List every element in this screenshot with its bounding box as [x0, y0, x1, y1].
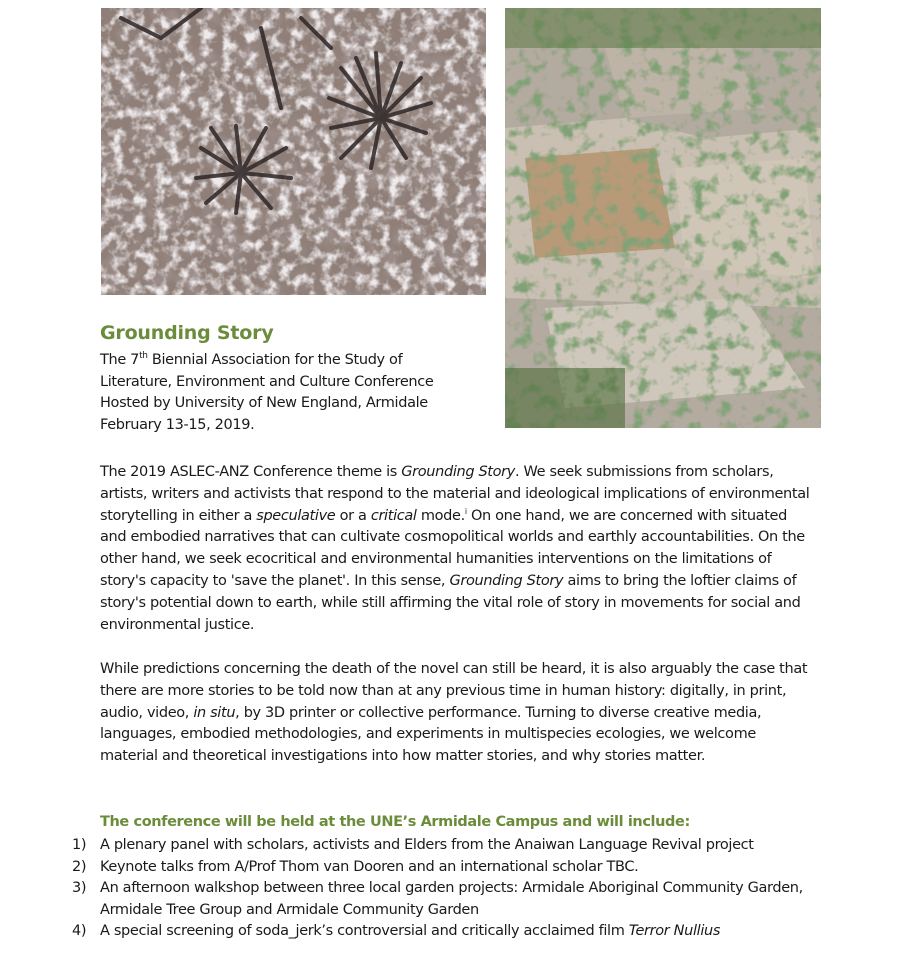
granite-cliff-with-trees-photo	[505, 8, 821, 428]
list-item: 3) An afternoon walkshop between three local garden projects: Armidale Aboriginal Community Garden, Armidale Tree Group and Armidale Community Garden	[72, 880, 803, 918]
lichen-rock-with-shadows-photo	[101, 8, 486, 295]
stories-paragraph: While predictions concerning the death of the novel can still be heard, it is also arguably the case that there are more stories to be told now than at any previous time in human history: digitally, in print, audio, video, in situ, by 3D printer or collective performance. Turning to diverse creative media, languages, embodied methodologies, and experiments in multispecies ecologies, we welcome material and theoretical investigations into how matter stories, and why stories matter.	[100, 661, 808, 765]
theme-paragraph: The 2019 ASLEC-ANZ Conference theme is Grounding Story. We seek submissions from scholars, artists, writers and activists that respond to the material and ideological implications of environmental storytelling in either a speculative or a critical mode.$^i$ On one hand, we are concerned with situated and embodied narratives that can cultivate cosmopolitical worlds and earthly accountabilities. On the other hand, we seek ecocritical and environmental humanities interventions on the limitations of story's capacity to 'save the planet'. In this sense, Grounding Story aims to bring the loftier claims of story's potential down to earth, while still affirming the vital role of story in movements for social and environmental justice.	[100, 464, 810, 633]
granite-cliff-photo	[505, 8, 821, 428]
subtitle-line-3: Hosted by University of New England, Armidale	[100, 395, 428, 412]
list-item: 2) Keynote talks from A/Prof Thom van Dooren and an international scholar TBC.	[72, 858, 639, 875]
subtitle-line-1: The 7th Biennial Association for the Study of	[100, 351, 403, 368]
conference-title: Grounding Story	[100, 322, 274, 344]
endnote-marker: i	[464, 506, 467, 516]
subtitle-line-2: Literature, Environment and Culture Conference	[100, 373, 434, 390]
list-item: 4) A special screening of soda_jerk’s controversial and critically acclaimed film Terror Nullius	[72, 923, 721, 940]
conference-subtitle	[100, 350, 490, 436]
program-list	[72, 835, 812, 943]
list-item: 1) A plenary panel with scholars, activists and Elders from the Anaiwan Language Revival project	[72, 837, 754, 853]
program-list-heading: The conference will be held at the UNE’s Armidale Campus and will include:	[100, 814, 690, 830]
lichen-rock-photo	[101, 8, 486, 295]
subtitle-line-4: February 13-15, 2019.	[100, 416, 255, 433]
